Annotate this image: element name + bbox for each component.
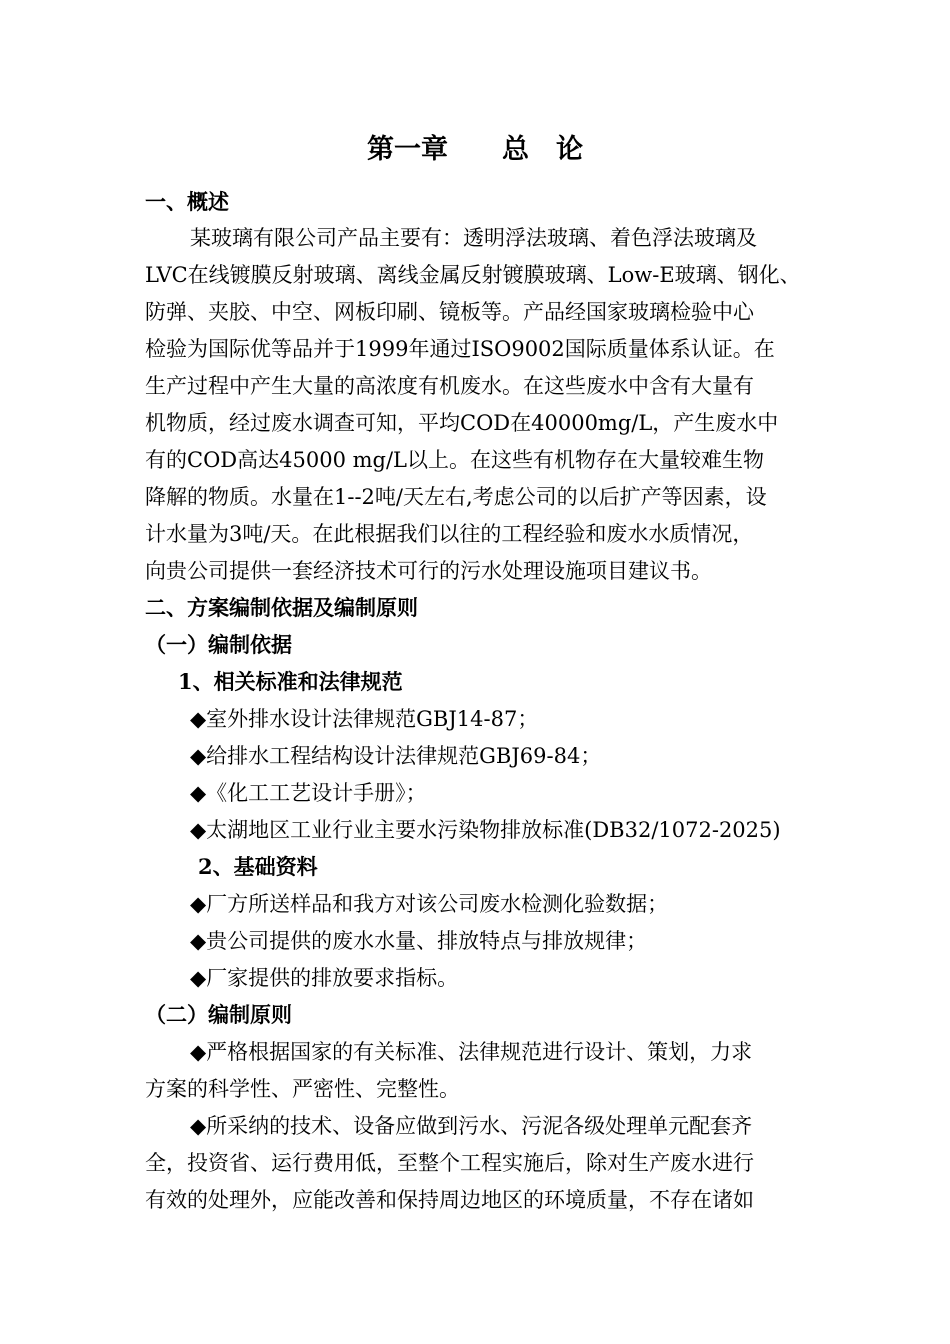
bullet-item: ◆厂方所送样品和我方对该公司废水检测化验数据； [190, 892, 669, 916]
bullet-item: ◆给排水工程结构设计法律规范GBJ69-84； [190, 744, 602, 768]
bullet-item: ◆《化工工艺设计手册》； [190, 781, 427, 805]
subsection-heading-basis: （一）编制依据 [145, 632, 292, 657]
paragraph-line: 降解的物质。水量在1--2吨/天左右,考虑公司的以后扩产等因素，设 [145, 485, 767, 509]
paragraph-line: 某玻璃有限公司产品主要有：透明浮法玻璃、着色浮法玻璃及 [190, 226, 757, 250]
paragraph-line: 方案的科学性、严密性、完整性。 [145, 1077, 460, 1101]
paragraph-line: 生产过程中产生大量的高浓度有机废水。在这些废水中含有大量有 [145, 374, 754, 398]
paragraph-line: 向贵公司提供一套经济技术可行的污水处理设施项目建议书。 [145, 559, 712, 583]
section-heading-overview: 一、概述 [145, 189, 229, 214]
section-heading-basis: 二、方案编制依据及编制原则 [145, 595, 418, 620]
paragraph-line: 检验为国际优等品并于1999年通过ISO9002国际质量体系认证。在 [145, 337, 775, 361]
bullet-item: ◆室外排水设计法律规范GBJ14-87； [190, 707, 539, 731]
paragraph-line: ◆严格根据国家的有关标准、法律规范进行设计、策划，力求 [190, 1040, 753, 1064]
paragraph-line: LVC在线镀膜反射玻璃、离线金属反射镀膜玻璃、Low-E玻璃、钢化、 [145, 263, 801, 287]
bullet-item: ◆太湖地区工业行业主要水污染物排放标准(DB32/1072-2025) [190, 818, 781, 842]
paragraph-line: 防弹、夹胶、中空、网板印刷、镜板等。产品经国家玻璃检验中心 [145, 300, 754, 324]
item-heading-basic-data: 2、基础资料 [198, 854, 318, 879]
paragraph-line: 全，投资省、运行费用低，至整个工程实施后，除对生产废水进行 [145, 1151, 754, 1175]
subsection-heading-principles: （二）编制原则 [145, 1002, 292, 1027]
item-heading-standards: 1、相关标准和法律规范 [178, 669, 403, 694]
chapter-title: 第一章 总 论 [367, 134, 583, 165]
bullet-item: ◆厂家提供的排放要求指标。 [190, 966, 459, 990]
paragraph-line: 有效的处理外，应能改善和保持周边地区的环境质量，不存在诸如 [145, 1188, 754, 1212]
paragraph-line: 有的COD高达45000 mg/L以上。在这些有机物存在大量较难生物 [145, 448, 764, 472]
paragraph-line: ◆所采纳的技术、设备应做到污水、污泥各级处理单元配套齐 [190, 1114, 753, 1138]
paragraph-line: 机物质，经过废水调查可知，平均COD在40000mg/L，产生废水中 [145, 411, 779, 435]
paragraph-line: 计水量为3吨/天。在此根据我们以往的工程经验和废水水质情况， [145, 522, 754, 546]
bullet-item: ◆贵公司提供的废水水量、排放特点与排放规律； [190, 929, 648, 953]
